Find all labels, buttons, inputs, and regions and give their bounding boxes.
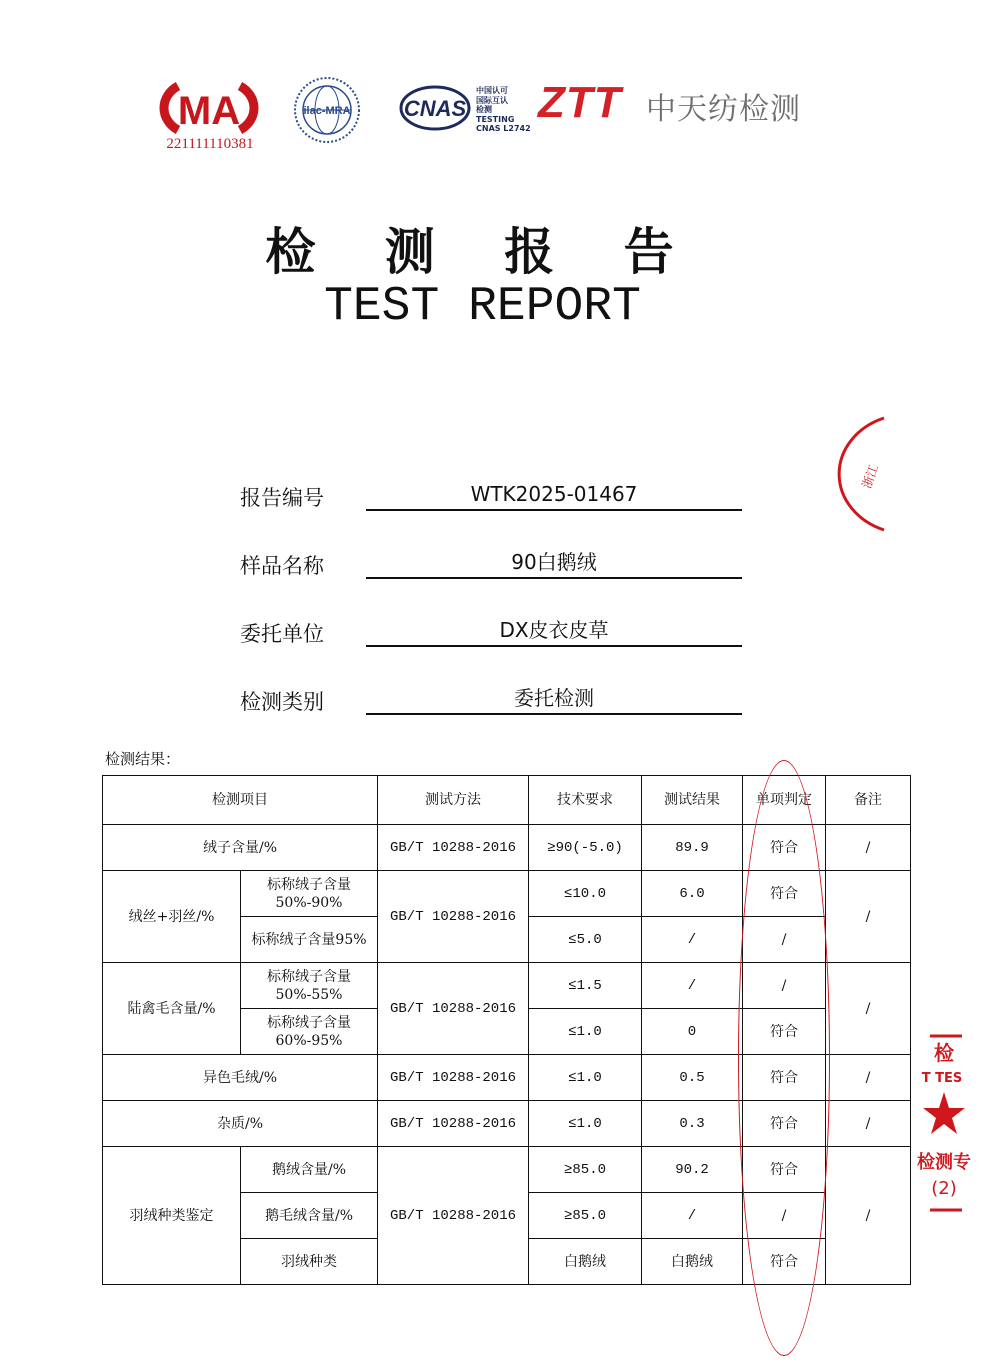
cnas-line: CNAS L2742 [476, 124, 531, 133]
client-value: DX皮衣皮草 [366, 617, 742, 647]
cnas-caption [476, 86, 546, 134]
seal-right-text: 浙江 [859, 462, 881, 491]
seal-bottom-line: 检 [934, 1041, 954, 1065]
seal-star-icon [923, 1092, 965, 1134]
ztt-company-name: 中天纺检测 [646, 92, 801, 127]
cnas-line: 检测 [476, 105, 492, 114]
sub-item-cell: 鹅绒含量/% [241, 1147, 378, 1193]
sample-name-value: 90白鹅绒 [366, 549, 742, 579]
method-cell: GB/T 10288-2016 [378, 1147, 529, 1285]
judgement-cell: 符合 [743, 1101, 826, 1147]
sub-item-cell: 标称绒子含量50%-90% [241, 871, 378, 917]
cnas-line: TESTING [476, 114, 515, 124]
result-cell: 0.5 [642, 1055, 743, 1101]
header-note: 备注 [826, 776, 911, 825]
result-cell: 6.0 [642, 871, 743, 917]
item-cell: 陆禽毛含量/% [103, 963, 241, 1055]
ztt-logo: ZTT [538, 78, 622, 127]
sub-item-cell: 标称绒子含量60%-95% [241, 1009, 378, 1055]
item-cell: 羽绒种类鉴定 [103, 1147, 241, 1285]
judgement-cell: / [743, 963, 826, 1009]
item-cell: 杂质/% [103, 1101, 378, 1147]
result-cell: 白鹅绒 [642, 1239, 743, 1285]
cma-logo [156, 78, 262, 156]
cma-logo-mark [156, 78, 262, 138]
item-cell: 绒子含量/% [103, 825, 378, 871]
requirement-cell: ≤10.0 [529, 871, 642, 917]
result-cell: 90.2 [642, 1147, 743, 1193]
note-cell: / [826, 1147, 911, 1285]
method-cell: GB/T 10288-2016 [378, 825, 529, 871]
header-judgement: 单项判定 [743, 776, 826, 825]
report-number-label: 报告编号 [240, 486, 324, 510]
test-category-value: 委托检测 [366, 685, 742, 715]
note-cell: / [826, 825, 911, 871]
requirement-cell: ≤1.0 [529, 1101, 642, 1147]
cnas-line: 中国认可 [476, 86, 508, 95]
note-cell: / [826, 1101, 911, 1147]
judgement-highlight-oval [738, 760, 830, 1356]
judgement-cell: 符合 [743, 1239, 826, 1285]
requirement-cell: ≥85.0 [529, 1147, 642, 1193]
note-cell: / [826, 1055, 911, 1101]
result-cell: 0.3 [642, 1101, 743, 1147]
note-cell: / [826, 871, 911, 963]
sample-name-label: 样品名称 [240, 554, 324, 578]
results-heading: 检测结果： [105, 750, 181, 768]
sub-item-cell: 标称绒子含量95% [241, 917, 378, 963]
judgement-cell: / [743, 917, 826, 963]
result-cell: / [642, 917, 743, 963]
seal-bottom-line: 检测专 [917, 1152, 971, 1173]
result-cell: / [642, 1193, 743, 1239]
seal-bottom-line: (2) [931, 1178, 957, 1199]
method-cell: GB/T 10288-2016 [378, 1101, 529, 1147]
sub-item-cell: 羽绒种类 [241, 1239, 378, 1285]
report-title-cn: 检 测 报 告 [265, 222, 700, 281]
method-cell: GB/T 10288-2016 [378, 963, 529, 1055]
cma-number: 221111110381 [166, 136, 254, 152]
item-cell: 异色毛绒/% [103, 1055, 378, 1101]
judgement-cell: 符合 [743, 825, 826, 871]
requirement-cell: ≤1.0 [529, 1009, 642, 1055]
header-method: 测试方法 [378, 776, 529, 825]
method-cell: GB/T 10288-2016 [378, 1055, 529, 1101]
requirement-cell: ≤1.0 [529, 1055, 642, 1101]
ilac-mra-logo [292, 74, 362, 146]
requirement-cell: ≥85.0 [529, 1193, 642, 1239]
header-item: 检测项目 [103, 776, 378, 825]
judgement-cell: 符合 [743, 1009, 826, 1055]
sub-item-cell: 标称绒子含量50%-55% [241, 963, 378, 1009]
requirement-cell: ≤5.0 [529, 917, 642, 963]
cnas-logo [399, 84, 471, 132]
ilac-logo-text: ilac-MRA [303, 105, 351, 117]
result-cell: 89.9 [642, 825, 743, 871]
judgement-cell: / [743, 1193, 826, 1239]
requirement-cell: 白鹅绒 [529, 1239, 642, 1285]
report-number-value: WTK2025-01467 [366, 481, 742, 511]
judgement-cell: 符合 [743, 1147, 826, 1193]
method-cell: GB/T 10288-2016 [378, 871, 529, 963]
note-cell: / [826, 963, 911, 1055]
item-cell: 绒丝+羽丝/% [103, 871, 241, 963]
sub-item-cell: 鹅毛绒含量/% [241, 1193, 378, 1239]
client-label: 委托单位 [240, 622, 324, 646]
test-category-label: 检测类别 [240, 690, 324, 714]
partial-seal-bottom [917, 1028, 971, 1218]
judgement-cell: 符合 [743, 1055, 826, 1101]
result-cell: 0 [642, 1009, 743, 1055]
header-result: 测试结果 [642, 776, 743, 825]
requirement-cell: ≥90(-5.0) [529, 825, 642, 871]
header-requirement: 技术要求 [529, 776, 642, 825]
cma-logo-text: MA [177, 89, 241, 133]
report-title-en: TEST REPORT [324, 280, 641, 334]
requirement-cell: ≤1.5 [529, 963, 642, 1009]
partial-seal-right [856, 412, 884, 536]
cnas-logo-text: CNAS [403, 96, 467, 121]
result-cell: / [642, 963, 743, 1009]
seal-bottom-line: T TES [921, 1071, 963, 1086]
judgement-cell: 符合 [743, 871, 826, 917]
cnas-line: 国际互认 [476, 95, 508, 105]
